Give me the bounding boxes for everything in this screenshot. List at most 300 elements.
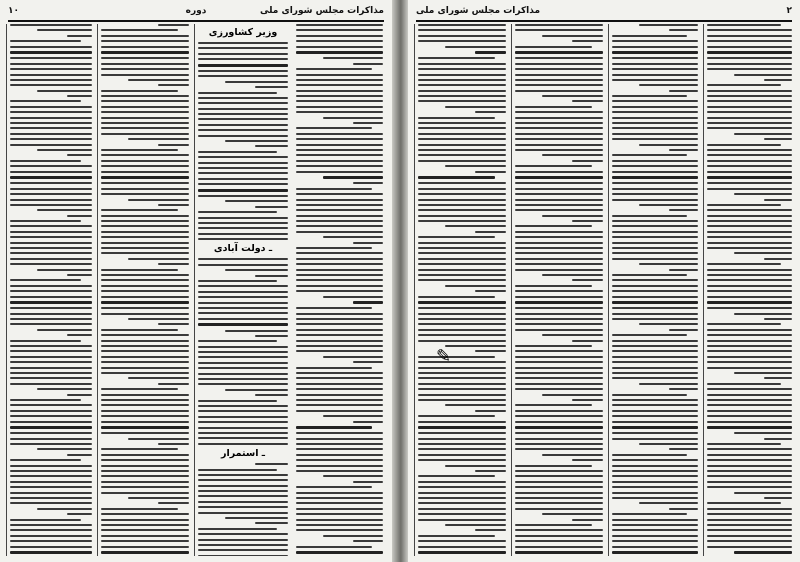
text-line — [707, 225, 792, 227]
text-line — [418, 372, 506, 374]
text-line — [418, 117, 495, 119]
text-line — [296, 372, 383, 374]
text-line — [418, 149, 506, 151]
text-line — [296, 106, 383, 108]
text-line — [101, 133, 189, 135]
text-line — [198, 479, 288, 481]
text-line — [515, 252, 603, 254]
text-line — [296, 329, 383, 331]
left-page-header — [8, 6, 384, 22]
text-line — [101, 486, 189, 488]
text-line — [296, 138, 383, 140]
text-line — [198, 367, 288, 369]
text-line — [515, 231, 603, 233]
text-line — [734, 551, 792, 554]
text-line — [418, 68, 506, 70]
text-line — [515, 361, 603, 363]
text-line — [296, 79, 383, 81]
text-line — [101, 29, 178, 31]
text-line — [764, 318, 792, 320]
text-line — [418, 535, 495, 537]
text-line — [67, 35, 92, 37]
text-line — [515, 24, 603, 26]
text-line — [37, 448, 92, 450]
text-line — [101, 540, 189, 542]
text-line — [707, 111, 792, 113]
text-line — [296, 497, 383, 499]
text-line — [612, 535, 698, 537]
text-line — [198, 42, 288, 44]
text-line — [101, 454, 189, 456]
text-line — [572, 340, 603, 342]
text-line — [669, 269, 698, 271]
text-line — [515, 426, 603, 429]
text-line — [515, 524, 592, 526]
text-line — [101, 367, 189, 369]
text-line — [296, 529, 383, 531]
text-line — [707, 231, 792, 233]
text-line — [612, 290, 698, 292]
text-line — [764, 258, 792, 260]
text-line — [353, 481, 383, 483]
text-line — [515, 529, 603, 531]
text-line — [10, 117, 92, 119]
text-line — [158, 24, 189, 26]
text-line — [707, 540, 792, 542]
text-line — [198, 474, 288, 476]
text-line — [707, 220, 792, 222]
text-line — [296, 231, 383, 233]
text-line — [101, 340, 189, 342]
text-line — [612, 524, 698, 526]
text-line — [255, 145, 288, 147]
text-line — [515, 318, 603, 320]
text-line — [198, 58, 288, 60]
text-line — [669, 329, 698, 331]
text-line — [198, 400, 277, 402]
text-line — [10, 193, 92, 195]
text-line — [515, 176, 603, 179]
text-line — [101, 111, 189, 113]
text-line — [515, 242, 603, 244]
text-line — [296, 502, 383, 504]
text-line — [10, 290, 92, 292]
text-line — [37, 149, 92, 151]
text-line — [10, 399, 81, 401]
text-line — [475, 350, 506, 352]
text-line — [10, 176, 92, 179]
text-line — [707, 122, 792, 124]
text-line — [198, 356, 288, 358]
text-line — [612, 410, 698, 412]
text-line — [475, 171, 506, 173]
text-line — [198, 64, 288, 67]
text-line — [418, 421, 506, 423]
text-line — [707, 296, 792, 298]
text-line — [445, 165, 506, 167]
text-line — [10, 242, 92, 244]
text-line — [255, 275, 288, 277]
text-line — [198, 296, 288, 298]
text-line — [612, 334, 687, 336]
text-line — [707, 24, 781, 26]
text-line — [101, 535, 189, 537]
text-line — [198, 443, 288, 445]
text-line — [101, 421, 189, 423]
right-running-title: مذاکرات مجلس شورای ملی — [416, 6, 541, 16]
text-line — [707, 486, 792, 488]
text-line — [10, 231, 92, 233]
text-line — [255, 394, 288, 396]
text-line — [255, 463, 288, 465]
text-line — [418, 236, 495, 238]
text-line — [612, 481, 698, 483]
text-line — [296, 377, 383, 379]
text-line — [734, 133, 792, 135]
text-line — [612, 367, 698, 369]
text-line — [707, 242, 792, 244]
text-line — [296, 68, 372, 70]
text-line — [612, 188, 698, 190]
text-line — [707, 68, 792, 70]
text-line — [707, 367, 792, 369]
text-line — [475, 111, 506, 113]
text-line — [418, 193, 506, 195]
text-line — [296, 127, 372, 129]
text-line — [572, 40, 603, 42]
text-line — [10, 404, 92, 406]
text-line — [10, 182, 92, 184]
text-line — [707, 236, 792, 238]
text-line — [639, 383, 698, 385]
text-line — [612, 313, 698, 315]
text-line — [612, 79, 698, 81]
text-line — [296, 225, 383, 227]
text-line — [101, 546, 189, 548]
text-line — [418, 307, 506, 309]
text-line — [296, 290, 383, 292]
text-line — [707, 279, 792, 281]
text-line — [296, 188, 372, 190]
text-line — [707, 388, 792, 390]
text-line — [612, 301, 698, 304]
text-line — [101, 388, 178, 390]
text-line — [296, 149, 383, 151]
text-line — [612, 318, 698, 320]
text-line — [418, 313, 506, 315]
text-line — [198, 539, 288, 541]
text-line — [612, 176, 698, 179]
text-line — [101, 242, 189, 244]
text-line — [515, 551, 603, 554]
text-line — [707, 519, 792, 521]
text-line — [296, 345, 383, 347]
text-line — [101, 345, 189, 347]
text-line — [707, 508, 792, 510]
text-line — [37, 329, 92, 331]
text-line — [418, 443, 506, 445]
text-line — [296, 519, 383, 521]
text-line — [198, 432, 288, 434]
text-line — [198, 485, 288, 487]
text-line — [515, 74, 603, 76]
text-line — [10, 106, 92, 108]
text-line — [158, 323, 189, 325]
text-line — [101, 176, 189, 179]
text-line — [101, 117, 189, 119]
text-line — [198, 238, 288, 240]
text-line — [225, 269, 288, 271]
text-line — [612, 426, 698, 429]
text-line — [515, 138, 603, 140]
text-line — [10, 40, 81, 42]
text-line — [101, 154, 189, 156]
text-line — [612, 40, 698, 42]
text-line — [515, 225, 592, 227]
text-line — [101, 513, 189, 515]
text-line — [158, 443, 189, 445]
text-line — [418, 388, 506, 390]
text-line — [639, 144, 698, 146]
text-line — [707, 410, 792, 412]
text-line — [198, 233, 288, 235]
text-line — [10, 551, 92, 554]
text-line — [10, 475, 92, 477]
text-line — [707, 399, 792, 401]
text-line — [445, 285, 506, 287]
text-line — [707, 350, 792, 352]
text-line — [198, 195, 288, 197]
text-line — [198, 427, 288, 429]
text-line — [515, 535, 603, 537]
text-line — [542, 215, 603, 217]
text-line — [515, 122, 603, 124]
text-line — [198, 162, 288, 164]
text-line — [418, 35, 506, 37]
text-line — [198, 102, 288, 104]
text-line — [418, 502, 506, 504]
text-line — [515, 502, 603, 504]
text-line — [101, 399, 189, 401]
text-line — [572, 459, 603, 461]
text-line — [198, 555, 288, 556]
text-line — [128, 497, 189, 499]
text-line — [296, 100, 383, 102]
text-line — [10, 263, 92, 265]
text-line — [296, 546, 372, 548]
text-line — [296, 459, 383, 461]
text-line — [515, 149, 603, 151]
text-line — [296, 313, 383, 315]
text-line — [707, 290, 792, 292]
text-line — [101, 209, 178, 211]
text-line — [198, 362, 288, 364]
text-line — [445, 225, 506, 227]
text-line — [296, 399, 383, 401]
left-center-title: دوره — [185, 6, 207, 16]
text-line — [445, 345, 506, 347]
text-line — [101, 215, 189, 217]
text-line — [101, 551, 189, 554]
text-line — [255, 206, 288, 208]
text-line — [515, 127, 603, 129]
text-line — [296, 454, 383, 456]
text-line — [612, 111, 698, 113]
text-line — [198, 410, 288, 412]
text-line — [10, 432, 92, 434]
text-line — [612, 154, 687, 156]
text-line — [101, 252, 189, 254]
text-line — [707, 100, 792, 102]
text-line — [707, 63, 792, 65]
text-line — [255, 335, 288, 337]
text-line — [198, 183, 288, 185]
text-line — [418, 323, 506, 325]
text-line — [515, 481, 603, 483]
text-line — [10, 410, 92, 412]
text-line — [418, 334, 506, 336]
text-line — [612, 199, 698, 201]
right-column-1 — [414, 24, 509, 556]
text-line — [418, 426, 506, 429]
text-line — [296, 443, 383, 445]
text-line — [418, 258, 506, 260]
text-line — [296, 51, 383, 54]
text-line — [10, 236, 92, 238]
text-line — [542, 334, 603, 336]
text-line — [296, 74, 383, 76]
text-line — [515, 171, 603, 173]
text-line — [296, 383, 383, 385]
section-heading: وزیر کشاورزی — [208, 27, 278, 38]
text-line — [707, 470, 792, 472]
text-line — [612, 454, 687, 456]
text-line — [67, 454, 92, 456]
text-line — [707, 29, 792, 31]
text-line — [445, 106, 506, 108]
text-line — [255, 86, 288, 88]
text-line — [10, 350, 92, 352]
text-line — [515, 51, 603, 54]
text-line — [101, 350, 189, 352]
text-line — [198, 53, 288, 55]
text-line — [707, 209, 792, 211]
text-line — [296, 247, 372, 249]
text-line — [418, 508, 506, 510]
text-line — [198, 549, 288, 551]
text-line — [225, 140, 288, 142]
text-line — [10, 84, 92, 86]
text-line — [418, 356, 495, 358]
text-line — [515, 307, 603, 309]
left-column-4 — [293, 24, 386, 556]
text-line — [296, 209, 383, 211]
text-line — [10, 415, 92, 417]
text-line — [10, 459, 81, 461]
text-line — [10, 519, 81, 521]
text-line — [323, 535, 383, 537]
text-line — [10, 122, 92, 124]
text-line — [37, 508, 92, 510]
text-line — [515, 388, 603, 390]
text-line — [418, 367, 506, 369]
text-line — [101, 46, 189, 48]
text-line — [612, 546, 698, 548]
text-line — [612, 252, 698, 254]
text-line — [198, 405, 288, 407]
text-line — [101, 57, 189, 59]
text-line — [37, 90, 92, 92]
text-line — [515, 448, 603, 450]
text-line — [707, 57, 792, 59]
text-line — [255, 522, 288, 524]
text-line — [198, 312, 288, 314]
text-line — [101, 465, 189, 467]
text-line — [198, 113, 288, 115]
text-line — [612, 122, 698, 124]
text-line — [669, 29, 698, 31]
text-line — [67, 394, 92, 396]
text-line — [296, 95, 383, 97]
text-line — [198, 340, 277, 342]
text-line — [515, 415, 603, 417]
text-line — [198, 167, 288, 169]
text-line — [734, 432, 792, 434]
text-line — [707, 361, 792, 363]
text-line — [296, 394, 383, 396]
text-line — [612, 540, 698, 542]
text-line — [612, 497, 698, 499]
text-line — [515, 144, 603, 146]
text-line — [515, 497, 603, 499]
text-line — [10, 481, 92, 483]
text-line — [198, 222, 288, 224]
text-line — [101, 165, 189, 167]
text-line — [707, 513, 792, 515]
text-line — [198, 135, 288, 137]
text-line — [101, 74, 189, 76]
text-line — [515, 345, 592, 347]
text-line — [10, 301, 92, 304]
text-line — [707, 454, 792, 456]
text-line — [707, 84, 781, 86]
text-line — [296, 171, 383, 173]
text-line — [612, 127, 698, 129]
text-line — [10, 24, 92, 26]
text-line — [296, 279, 383, 281]
text-line — [198, 124, 288, 126]
text-line — [10, 79, 92, 81]
text-line — [418, 546, 506, 548]
text-line — [418, 274, 506, 276]
text-line — [10, 313, 92, 315]
text-line — [296, 154, 383, 156]
text-line — [515, 313, 603, 315]
text-line — [612, 432, 698, 434]
text-line — [296, 269, 383, 271]
text-line — [707, 404, 792, 406]
text-line — [10, 546, 92, 548]
text-line — [296, 307, 372, 309]
text-line — [198, 421, 288, 423]
text-line — [10, 465, 92, 467]
right-page-number: ۲ — [786, 6, 792, 16]
text-line — [418, 204, 506, 206]
text-line — [707, 524, 792, 526]
text-line — [572, 220, 603, 222]
text-line — [10, 529, 92, 531]
text-line — [10, 46, 92, 48]
